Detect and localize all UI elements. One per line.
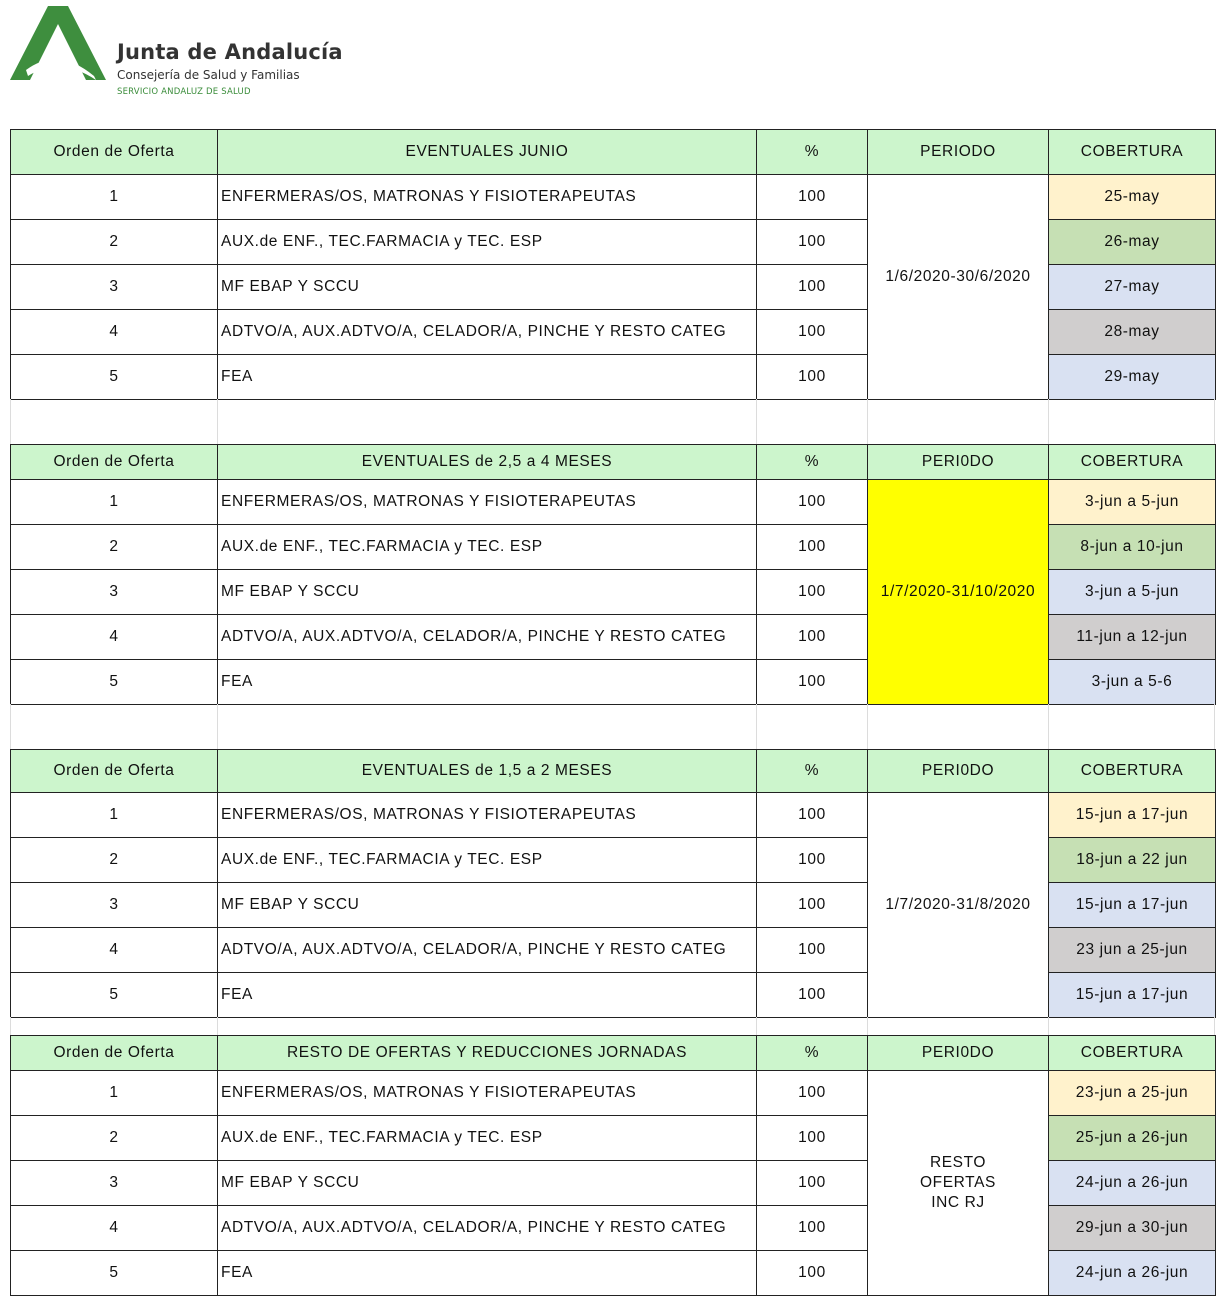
- order-cell: 3: [11, 1161, 218, 1206]
- percent-cell: 100: [757, 928, 868, 973]
- percent-cell: 100: [757, 1206, 868, 1251]
- percent-cell: 100: [757, 660, 868, 705]
- percent-cell: 100: [757, 310, 868, 355]
- order-cell: 4: [11, 928, 218, 973]
- category-cell: MF EBAP Y SCCU: [218, 883, 757, 928]
- table-title: EVENTUALES de 2,5 a 4 MESES: [218, 445, 757, 480]
- category-cell: ADTVO/A, AUX.ADTVO/A, CELADOR/A, PINCHE Y RESTO CATEG: [218, 928, 757, 973]
- order-cell: 2: [11, 1116, 218, 1161]
- org-name: Junta de Andalucía: [117, 40, 343, 64]
- category-cell: ADTVO/A, AUX.ADTVO/A, CELADOR/A, PINCHE Y RESTO CATEG: [218, 615, 757, 660]
- order-cell: 1: [11, 480, 218, 525]
- category-cell: MF EBAP Y SCCU: [218, 265, 757, 310]
- coverage-cell: 3-jun a 5-jun: [1049, 570, 1216, 615]
- category-cell: MF EBAP Y SCCU: [218, 570, 757, 615]
- table-row: [11, 480, 1216, 525]
- category-cell: FEA: [218, 1251, 757, 1296]
- col-header-percent: %: [757, 445, 868, 480]
- gap-row: [10, 1017, 1215, 1035]
- coverage-cell: 24-jun a 26-jun: [1049, 1251, 1216, 1296]
- gap-row: [10, 399, 1215, 444]
- order-cell: 5: [11, 973, 218, 1018]
- percent-cell: 100: [757, 838, 868, 883]
- coverage-cell: 26-may: [1049, 220, 1216, 265]
- percent-cell: 100: [757, 1071, 868, 1116]
- order-cell: 4: [11, 1206, 218, 1251]
- order-cell: 2: [11, 838, 218, 883]
- coverage-cell: 3-jun a 5-jun: [1049, 480, 1216, 525]
- category-cell: ADTVO/A, AUX.ADTVO/A, CELADOR/A, PINCHE Y RESTO CATEG: [218, 310, 757, 355]
- period-cell: [868, 175, 1049, 400]
- coverage-cell: 29-may: [1049, 355, 1216, 400]
- coverage-cell: 15-jun a 17-jun: [1049, 883, 1216, 928]
- coverage-cell: 25-jun a 26-jun: [1049, 1116, 1216, 1161]
- percent-cell: 100: [757, 175, 868, 220]
- period-cell: 1/7/2020-31/10/2020: [868, 480, 1049, 705]
- order-cell: 4: [11, 310, 218, 355]
- category-cell: ENFERMERAS/OS, MATRONAS Y FISIOTERAPEUTAS: [218, 1071, 757, 1116]
- junta-andalucia-logo: [10, 6, 106, 80]
- percent-cell: 100: [757, 793, 868, 838]
- col-header-order: Orden de Oferta: [11, 130, 218, 175]
- order-cell: 5: [11, 355, 218, 400]
- service-name: SERVICIO ANDALUZ DE SALUD: [117, 87, 251, 97]
- category-cell: ENFERMERAS/OS, MATRONAS Y FISIOTERAPEUTAS: [218, 480, 757, 525]
- percent-cell: 100: [757, 1116, 868, 1161]
- order-cell: 2: [11, 525, 218, 570]
- coverage-cell: 24-jun a 26-jun: [1049, 1161, 1216, 1206]
- department-name: Consejería de Salud y Familias: [117, 68, 300, 82]
- coverage-cell: 15-jun a 17-jun: [1049, 793, 1216, 838]
- table-title: EVENTUALES JUNIO: [218, 130, 757, 175]
- table-eventuales-junio: [10, 129, 1216, 400]
- col-header-percent: %: [757, 750, 868, 793]
- coverage-cell: 28-may: [1049, 310, 1216, 355]
- category-cell: AUX.de ENF., TEC.FARMACIA y TEC. ESP: [218, 220, 757, 265]
- table-row: [11, 175, 1216, 220]
- percent-cell: 100: [757, 220, 868, 265]
- table-resto-de-ofertas: [10, 1035, 1216, 1296]
- order-cell: 3: [11, 883, 218, 928]
- coverage-cell: 23 jun a 25-jun: [1049, 928, 1216, 973]
- category-cell: FEA: [218, 973, 757, 1018]
- col-header-period: PERIODO: [868, 130, 1049, 175]
- coverage-cell: 29-jun a 30-jun: [1049, 1206, 1216, 1251]
- table-eventuales-1-5-a-2-meses: [10, 749, 1216, 1018]
- percent-cell: 100: [757, 615, 868, 660]
- percent-cell: 100: [757, 355, 868, 400]
- period-line: OFERTAS: [920, 1174, 996, 1191]
- table-eventuales-2-5-a-4-meses: [10, 444, 1216, 705]
- order-cell: 2: [11, 220, 218, 265]
- coverage-cell: 23-jun a 25-jun: [1049, 1071, 1216, 1116]
- table-row: [11, 1071, 1216, 1116]
- col-header-order: Orden de Oferta: [11, 445, 218, 480]
- col-header-order: Orden de Oferta: [11, 750, 218, 793]
- col-header-period: PERI0DO: [868, 445, 1049, 480]
- coverage-cell: 15-jun a 17-jun: [1049, 973, 1216, 1018]
- category-cell: FEA: [218, 355, 757, 400]
- table-row: [11, 793, 1216, 838]
- order-cell: 1: [11, 793, 218, 838]
- order-cell: 5: [11, 1251, 218, 1296]
- percent-cell: 100: [757, 525, 868, 570]
- period-line: RESTO: [929, 1154, 987, 1171]
- category-cell: AUX.de ENF., TEC.FARMACIA y TEC. ESP: [218, 525, 757, 570]
- gap-row: [10, 704, 1215, 749]
- table-title: EVENTUALES de 1,5 a 2 MESES: [218, 750, 757, 793]
- period-line: INC RJ: [931, 1194, 985, 1211]
- category-cell: ADTVO/A, AUX.ADTVO/A, CELADOR/A, PINCHE Y RESTO CATEG: [218, 1206, 757, 1251]
- category-cell: FEA: [218, 660, 757, 705]
- order-cell: 1: [11, 1071, 218, 1116]
- percent-cell: 100: [757, 480, 868, 525]
- order-cell: 3: [11, 265, 218, 310]
- coverage-cell: 18-jun a 22 jun: [1049, 838, 1216, 883]
- coverage-cell: 8-jun a 10-jun: [1049, 525, 1216, 570]
- order-cell: 4: [11, 615, 218, 660]
- table-title: RESTO DE OFERTAS Y REDUCCIONES JORNADAS: [218, 1036, 757, 1071]
- col-header-coverage: COBERTURA: [1049, 445, 1216, 480]
- percent-cell: 100: [757, 1161, 868, 1206]
- col-header-coverage: COBERTURA: [1049, 130, 1216, 175]
- period-cell: 1/7/2020-31/8/2020: [868, 793, 1049, 1018]
- order-cell: 3: [11, 570, 218, 615]
- percent-cell: 100: [757, 265, 868, 310]
- percent-cell: 100: [757, 570, 868, 615]
- period-value: 1/6/2020-30/6/2020: [885, 268, 1031, 285]
- col-header-percent: %: [757, 130, 868, 175]
- category-cell: ENFERMERAS/OS, MATRONAS Y FISIOTERAPEUTAS: [218, 793, 757, 838]
- order-cell: 1: [11, 175, 218, 220]
- percent-cell: 100: [757, 973, 868, 1018]
- col-header-period: PERI0DO: [868, 1036, 1049, 1071]
- percent-cell: 100: [757, 1251, 868, 1296]
- coverage-cell: 11-jun a 12-jun: [1049, 615, 1216, 660]
- period-cell: [868, 1071, 1049, 1296]
- category-cell: AUX.de ENF., TEC.FARMACIA y TEC. ESP: [218, 838, 757, 883]
- col-header-coverage: COBERTURA: [1049, 1036, 1216, 1071]
- category-cell: ENFERMERAS/OS, MATRONAS Y FISIOTERAPEUTAS: [218, 175, 757, 220]
- category-cell: MF EBAP Y SCCU: [218, 1161, 757, 1206]
- percent-cell: 100: [757, 883, 868, 928]
- col-header-order: Orden de Oferta: [11, 1036, 218, 1071]
- col-header-percent: %: [757, 1036, 868, 1071]
- coverage-cell: 25-may: [1049, 175, 1216, 220]
- category-cell: AUX.de ENF., TEC.FARMACIA y TEC. ESP: [218, 1116, 757, 1161]
- coverage-cell: 27-may: [1049, 265, 1216, 310]
- coverage-cell: 3-jun a 5-6: [1049, 660, 1216, 705]
- col-header-coverage: COBERTURA: [1049, 750, 1216, 793]
- order-cell: 5: [11, 660, 218, 705]
- col-header-period: PERI0DO: [868, 750, 1049, 793]
